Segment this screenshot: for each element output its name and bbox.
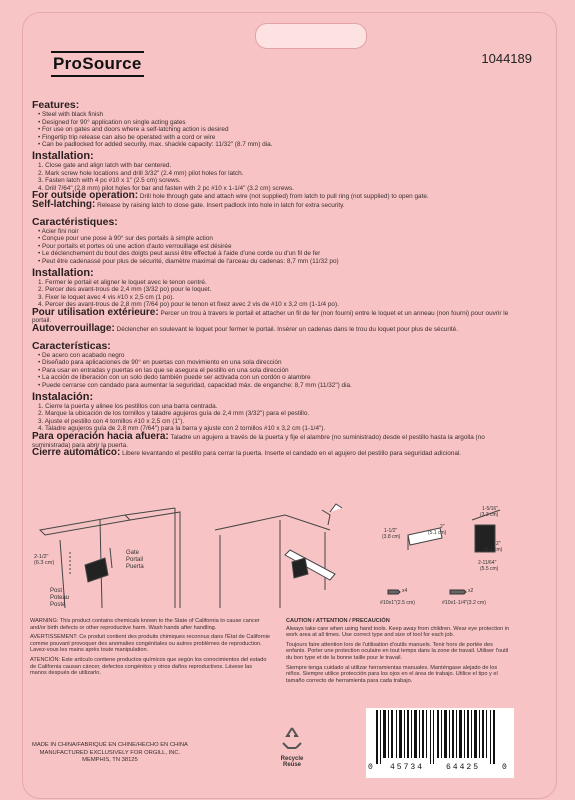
- dim-d: 2": [496, 541, 501, 547]
- en-self-block: [32, 198, 510, 210]
- fig1-dim: 2-1/2": [34, 554, 49, 560]
- barcode-digit-left: 0: [368, 763, 373, 772]
- en-outside-block: [32, 192, 510, 201]
- es-feature-item: • De acero con acabado negro: [38, 352, 510, 360]
- fr-install-step: 3. Fixer le loquet avec 4 vis #10 x 2,5 cm (1 po).: [38, 293, 175, 301]
- fr-feature-item: • Pour portails et portes où une action d'auto verrouillage est désirée: [38, 243, 510, 251]
- en-install-step: 3. Fasten latch with 4 pc #10 x 1" (2.5 cm) screws.: [38, 177, 181, 185]
- fr-install-list: [32, 279, 510, 309]
- gate-label-en: Gate: [126, 550, 140, 556]
- recycle-logo: [272, 725, 312, 768]
- recycle-icon: [279, 725, 305, 751]
- fr-feature-item: • Acier fini noir: [38, 228, 510, 236]
- fr-feature-item: • Conçue pour une pose à 90° sur des portails à simple action: [38, 235, 510, 243]
- en-feature-item: • For use on gates and doors where a self-latching action is desired: [38, 126, 510, 134]
- es-features-list: [32, 352, 510, 390]
- en-feature-item: • Can be padlocked for added security, max. shackle capacity: 11/32" (8.7 mm) dia.: [38, 141, 510, 149]
- figure-2-latch-operation: [215, 504, 342, 608]
- warning-fr: AVERTISSEMENT: Ce produit contient des produits chimiques reconnus dans l'État de Californie comme pouvant provoquer des anomalies congénitales ou autres problèmes de reproduction. Lavez-vous les mains après toute manipulation.: [30, 634, 270, 654]
- es-outside-heading: Para operación hacia afuera:: [32, 431, 169, 442]
- screw2-size: #10x1-1/4"(3.2 cm): [442, 600, 486, 606]
- en-features-list: [32, 111, 510, 149]
- es-install-list: [32, 403, 510, 433]
- manufactured-for-text: MANUFACTURED EXCLUSIVELY FOR ORGILL, INC.: [39, 749, 181, 756]
- en-self-heading: Self-latching:: [32, 198, 96, 210]
- dim-b: 2": [440, 524, 445, 530]
- es-install-step: 3. Ajuste el pestillo con 4 tornillos #10 x 2,5 cm (1").: [38, 417, 185, 425]
- warning-en: WARNING: This product contains chemicals known to the State of California to cause cancer and/or birth defects or other reproductive harm. Wash hands after handling.: [30, 618, 260, 631]
- instructions-text: [32, 98, 510, 458]
- en-install-step: 1. Close gate and align latch with bar centered.: [38, 161, 172, 169]
- gate-label-fr: Portail: [126, 557, 144, 563]
- screw2-qty: x2: [468, 588, 474, 594]
- dim-b-metric: (5.1 cm): [428, 530, 447, 536]
- dim-e-metric: (5.5 cm): [480, 566, 499, 572]
- fr-install-step: 1. Fermer le portail et aligner le loquet avec le tenon centré.: [38, 278, 207, 286]
- en-install-step: 2. Mark screw hole locations and drill 3/32" (2.4 mm) pilot holes for latch.: [38, 169, 244, 177]
- es-self-block: [32, 449, 510, 458]
- dim-c: 1-5/16": [482, 506, 498, 512]
- barcode-digits-group1: 45734: [390, 763, 425, 772]
- es-feature-item: • Diseñado para aplicaciones de 90° en puertas con movimiento en una sola dirección: [38, 359, 510, 367]
- barcode: [366, 708, 514, 778]
- es-feature-item: • Para usar en entradas y puertas en las que se asegura el pestillo en una sola dirección: [38, 367, 510, 375]
- es-install-step: 4. Taladre agujeros guía de 2,8 mm (7/64") para la barra y ajuste con 2 tornillos #10 x 3,2 cm (1-1/4").: [38, 425, 326, 433]
- es-install-step: 1. Cierre la puerta y alinee los pestillos con una barra centrada.: [38, 402, 218, 410]
- made-in-block: [32, 742, 188, 765]
- caution-title: CAUTION / ATTENTION / PRECAUCIÓN: [286, 618, 390, 624]
- installation-figures: [30, 490, 510, 610]
- dim-a: 1-1/2": [384, 528, 398, 534]
- post-label-fr: Poteau: [50, 595, 70, 601]
- en-feature-item: • Fingertip trip release can also be operated with a cord or wire: [38, 134, 510, 142]
- screw1-qty: x4: [402, 588, 408, 594]
- prop65-warning: [30, 618, 270, 677]
- en-outside-heading: For outside operation:: [32, 190, 139, 202]
- fr-features-list: [32, 228, 510, 266]
- caution-fr: Toujours faire attention lors de l'utilisation d'outils manuels. Tenir hors de portée des enfants. Porter une protection oculaire en tout temps dans la zone de travail. Utiliser l'outil du bon type et de la bonne taille pour le travail.: [286, 641, 509, 661]
- es-self-text: Libere levantando el pestillo para cerrar la puerta. Inserte el candado en el agujero del pestillo para seguridad adicional.: [122, 450, 462, 458]
- en-feature-item: • Steel with black finish: [38, 111, 510, 119]
- brand-logo: ProSource: [51, 51, 144, 77]
- screw-icons: [388, 590, 466, 594]
- fr-install-step: 2. Percer des avant-trous de 2,4 mm (3/32 po) pour le loquet.: [38, 286, 212, 294]
- dim-c-metric: (3.3 cm): [480, 512, 499, 518]
- recycle-text: Recycle: [280, 756, 304, 762]
- en-features-heading: Features:: [32, 99, 80, 111]
- fr-install-heading: Installation:: [32, 266, 94, 279]
- en-install-list: [32, 162, 510, 192]
- sku-number: 1044189: [481, 51, 532, 66]
- hang-hole: [255, 23, 367, 49]
- barcode-bars: [366, 708, 514, 766]
- fr-outside-text: Percer un trou à travers le portail et attacher un fil de fer (non fourni) entre le loquet et un anneau (non fourni) pour ouvrir le portail.: [32, 309, 509, 325]
- address-text: MEMPHIS, TN 38125: [82, 757, 138, 763]
- dim-a-metric: (3.8 cm): [382, 534, 401, 540]
- dim-d-metric: (5.1 cm): [484, 547, 503, 553]
- fr-self-text: Déclencher en soulevant le loquet pour fermer le portail. Insérer un cadenas dans le trou du loquet pour plus de sécurité.: [116, 326, 458, 334]
- fr-feature-item: • Le déclenchement du bout des doigts peut aussi être effectué à l'aide d'une corde ou d'un fil de fer: [38, 250, 510, 258]
- en-feature-item: • Designed for 90° application on single acting gates: [38, 119, 510, 127]
- post-label-es: Poste: [50, 602, 66, 608]
- fr-features-heading: Caractéristiques:: [32, 215, 118, 228]
- fr-self-block: [32, 325, 510, 334]
- reuse-text: Reuse: [282, 762, 301, 768]
- screw1-size: #10x1"(2.5 cm): [380, 600, 415, 606]
- es-install-heading: Instalación:: [32, 390, 94, 403]
- barcode-digits-group2: 64425: [446, 763, 481, 772]
- es-feature-item: • Puede cerrarse con candado para aumentar la seguridad, capacidad máx. de enganche: 8,7 mm (11/32") dia.: [38, 382, 510, 390]
- caution-es: Siempre tenga cuidado al utilizar herramientas manuales. Manténgase alejado de los niños. Siempre utilice protección para los ojos en el área de trabajo. Utilice el tipo y el tamaño correcto de herramienta para cada trabajo.: [286, 664, 498, 684]
- en-install-step: 4. Drill 7/64" (2.8 mm) pilot holes for bar and fasten with 2 pc #10 x 1-1/4" (3.2 cm) screws.: [38, 184, 295, 192]
- es-features-heading: Características:: [32, 339, 111, 352]
- barcode-digit-right: 0: [502, 763, 507, 772]
- fr-feature-item: • Peut être cadenassé pour plus de sécurité, diamètre maximal de l'arceau du cadenas: 8,7 mm (11/32 po): [38, 258, 510, 266]
- made-in-text: MADE IN CHINA/FABRIQUÉ EN CHINE/HECHO EN CHINA: [32, 742, 188, 748]
- en-outside-text: Drill hole through gate and attach wire (not supplied) from latch to pull ring (not supplied) to open gate.: [139, 193, 429, 201]
- fr-install-step: 4. Percer des avant-trous de 2,8 mm (7/64 po) pour le tenon et fixez avec 2 vis de #10 x 3,2 cm (1-1/4 po).: [38, 301, 339, 309]
- es-self-heading: Cierre automático:: [32, 447, 121, 459]
- es-feature-item: • La acción de liberación con un solo dedo también puede ser activada con un cordón o alambre: [38, 374, 510, 382]
- post-label-en: Post: [50, 588, 63, 594]
- caution-block: [286, 618, 512, 684]
- gate-label-es: Puerta: [126, 564, 144, 570]
- en-self-text: Release by raising latch to close gate. Insert padlock into hole in latch for extra security.: [97, 201, 345, 209]
- fr-self-heading: Autoverrouillage:: [32, 323, 115, 335]
- en-install-heading: Installation:: [32, 149, 94, 162]
- es-outside-text: Taladre un agujero a través de la puerta y fije el alambre (no suministrado) desde el pestillo hasta la argolla (no suministrada) para abrir la puerta.: [32, 434, 485, 449]
- es-install-step: 2. Marque la ubicación de los tornillos y taladre agujeros guía de 2,4 mm (3/32") para el pestillo.: [38, 410, 310, 418]
- warning-es: ATENCIÓN: Este artículo contiene productos químicos que según los conocimientos del estado de California causan cáncer, defectos congénitos y otros daños reproductivos. Lávese las manos después de utilizarlo.: [30, 656, 267, 677]
- dim-e: 2-11/64": [478, 560, 497, 566]
- fig1-dim-metric: (6.3 cm): [34, 560, 55, 566]
- fr-outside-heading: Pour utilisation extérieure:: [32, 306, 159, 318]
- caution-en: Always take care when using hand tools. Keep away from children. Wear eye protection in work area at all times. Use correct type and size of tool for each job.: [286, 625, 510, 639]
